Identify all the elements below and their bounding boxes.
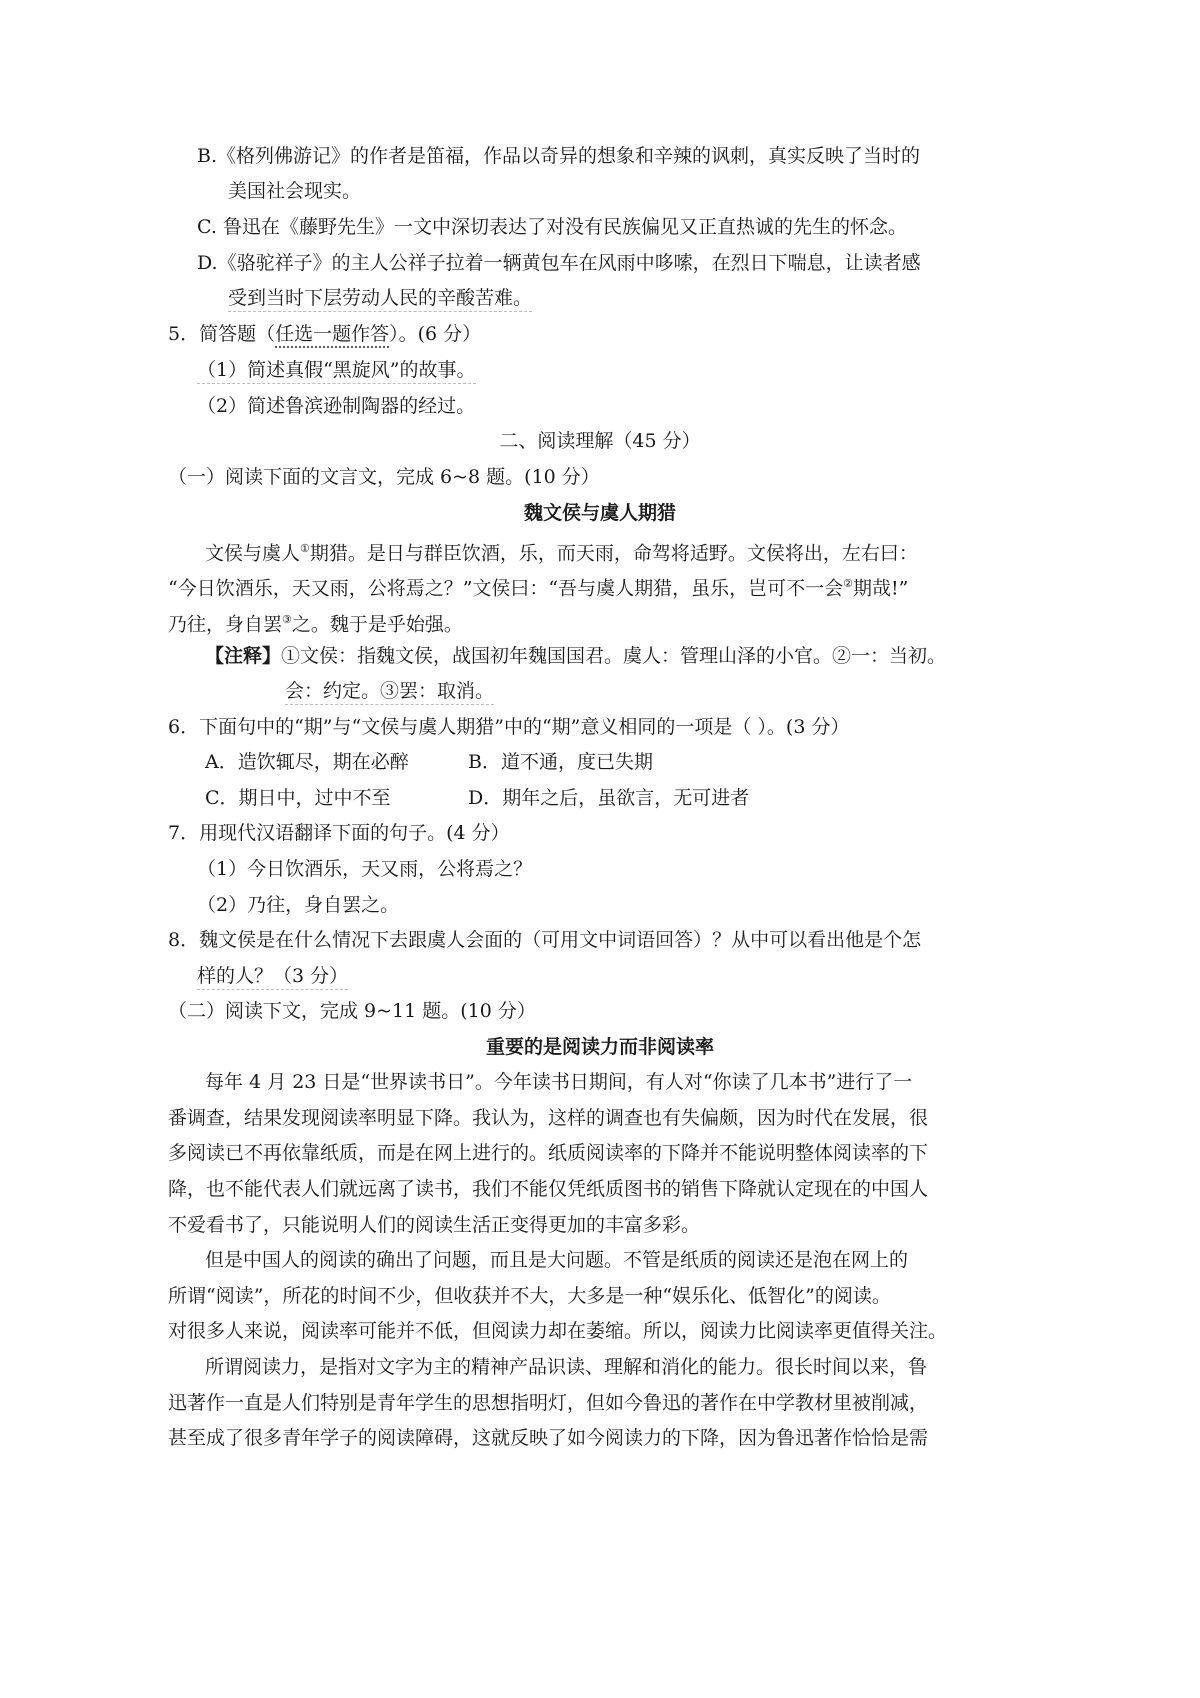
question-5-stem — [168, 321, 481, 347]
classical-line3-b: 之。魏于是乎始强。 — [291, 613, 463, 636]
article-p2-line1: 但是中国人的阅读的确出了问题，而且是大问题。不管是纸质的阅读还是泡在网上的 — [205, 1249, 909, 1271]
article-title: 重要的是阅读力而非阅读率 — [485, 1036, 714, 1058]
option-b-line2: 美国社会现实。 — [228, 180, 362, 202]
footnote-ref-1: ① — [300, 542, 310, 555]
classical-text-title: 魏文侯与虞人期猎 — [523, 502, 676, 524]
option-d-line2 — [228, 285, 532, 311]
option-d-line1: D.《骆驼祥子》的主人公祥子拉着一辆黄包车在风雨中哆嗦，在烈日下喘息，让读者感 — [197, 252, 921, 274]
notes-label: 【注释】 — [205, 645, 282, 667]
classical-para-line2 — [168, 571, 908, 601]
article-p1-line4: 降，也不能代表人们就远离了读书，我们不能仅凭纸质图书的销售下降就认定现在的中国人 — [168, 1178, 929, 1200]
article-p1-line3: 多阅读已不再依靠纸质，而是在网上进行的。纸质阅读率的下降并不能说明整体阅读率的下 — [168, 1142, 929, 1164]
q6-option-d: D．期年之后，虽欲言，无可进者 — [468, 787, 750, 809]
classical-line2-b: 期哉!” — [853, 577, 909, 600]
classical-line1-a: 文侯与虞人 — [205, 542, 301, 565]
classical-line3-a: 乃往，身自罢 — [168, 613, 283, 636]
q8-line2-text: 样的人？（3 分） — [197, 965, 348, 990]
notes-line2 — [285, 678, 494, 704]
notes-text2: 会：约定。③罢：取消。 — [285, 680, 494, 705]
article-p1-line2: 番调查，结果发现阅读率明显下降。我认为，这样的调查也有失偏颇，因为时代在发展，很 — [168, 1107, 929, 1129]
part-2-intro: （二）阅读下文，完成 9~11 题。(10 分） — [168, 1000, 536, 1022]
question-8-line1: 8．魏文侯是在什么情况下去跟虞人会面的（可用文中词语回答）？从中可以看出他是个怎 — [168, 929, 922, 951]
q6-option-c: C．期日中，过中不至 — [205, 787, 391, 809]
option-b-line1: B.《格列佛游记》的作者是笛福，作品以奇异的想象和辛辣的讽刺，真实反映了当时的 — [197, 145, 921, 167]
option-d-line2-text: 受到当时下层劳动人民的辛酸苦难。 — [228, 287, 532, 312]
question-8-line2 — [197, 963, 348, 989]
article-p1-line1: 每年 4 月 23 日是“世界读书日”。今年读书日期间，有人对“你读了几本书”进行了一 — [205, 1071, 913, 1093]
classical-line1-b: 期猎。是日与群臣饮酒，乐，而天雨，命驾将适野。文侯将出，左右曰： — [309, 542, 918, 565]
q6-option-a: A．造饮辄尽，期在必醉 — [205, 751, 409, 773]
section-2-heading: 二、阅读理解（45 分） — [499, 430, 701, 452]
classical-para-line3 — [168, 607, 463, 637]
q5-dotted-emphasis: 任选一题作答 — [275, 323, 390, 345]
part-1-intro: （一）阅读下面的文言文，完成 6~8 题。(10 分） — [168, 466, 600, 488]
q6-option-b: B．道不通，度已失期 — [468, 751, 653, 773]
question-5-sub1 — [197, 357, 476, 383]
q7-sentence-1: （1）今日饮酒乐，天又雨，公将焉之？ — [197, 858, 533, 880]
classical-para-line1 — [205, 536, 918, 566]
option-c: C. 鲁迅在《藤野先生》一文中深切表达了对没有民族偏见又正直热诚的先生的怀念。 — [197, 216, 907, 238]
classical-line2-a: “今日饮酒乐，天又雨，公将焉之？”文侯曰：“吾与虞人期猎，虽乐，岂可不一会 — [168, 577, 844, 600]
article-p1-line5: 不爱看书了，只能说明人们的阅读生活正变得更加的丰富多彩。 — [168, 1214, 701, 1236]
notes-text1: ①文侯：指魏文侯，战国初年魏国国君。虞人：管理山泽的小官。②一：当初。 — [281, 645, 947, 667]
footnote-ref-2: ② — [843, 577, 854, 590]
footnote-ref-3: ③ — [282, 613, 292, 626]
question-6-stem: 6．下面句中的“期”与“文侯与虞人期猎”中的“期”意义相同的一项是（ ）。(3 分） — [168, 716, 850, 738]
article-p3-line2: 迅著作一直是人们特别是青年学生的思想指明灯，但如今鲁迅的著作在中学教材里被削减， — [168, 1392, 929, 1414]
article-p3-line3: 甚至成了很多青年学子的阅读障碍，这就反映了如今阅读力的下降，因为鲁迅著作恰恰是需 — [168, 1427, 929, 1449]
question-5-sub2: （2）简述鲁滨逊制陶器的经过。 — [197, 395, 476, 417]
notes-line1 — [205, 643, 946, 669]
question-7-stem: 7．用现代汉语翻译下面的句子。(4 分） — [168, 822, 510, 844]
q5-pre: 5．简答题（ — [168, 323, 276, 345]
q5-sub1-text: （1）简述真假“黑旋风”的故事。 — [197, 359, 476, 384]
article-p2-line2: 所谓“阅读”，所花的时间不少，但收获并不大，大多是一种“娱乐化、低智化”的阅读。 — [168, 1285, 891, 1307]
article-p2-line3: 对很多人来说，阅读率可能并不低，但阅读力却在萎缩。所以，阅读力比阅读率更值得关注。 — [168, 1320, 948, 1342]
article-p3-line1: 所谓阅读力，是指对文字为主的精神产品识读、理解和消化的能力。很长时间以来，鲁 — [205, 1356, 928, 1378]
q7-sentence-2: （2）乃往，身自罢之。 — [197, 894, 400, 916]
q5-post: ）。(6 分） — [389, 323, 482, 345]
